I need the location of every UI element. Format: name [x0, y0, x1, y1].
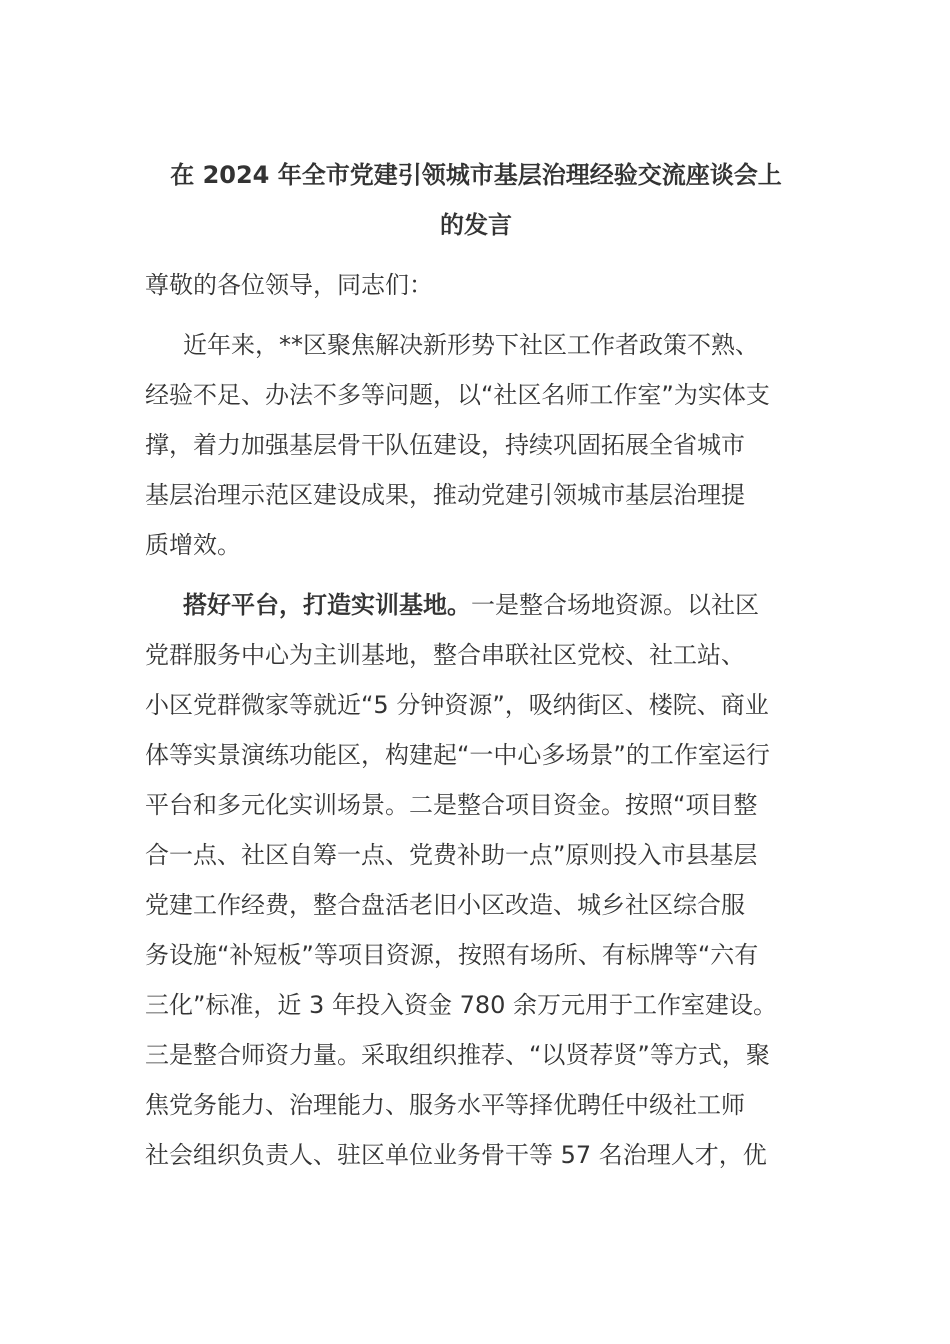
paragraph-line: 务设施“补短板”等项目资源，按照有场所、有标牌等“六有 [145, 941, 759, 969]
paragraph-text: 一是整合场地资源。以社区 [471, 591, 759, 619]
paragraph-line [145, 580, 807, 630]
title-line: 的发言 [440, 211, 512, 239]
paragraph-line: 合一点、社区自筹一点、党费补助一点”原则投入市县基层 [145, 841, 758, 869]
paragraph-line: 经验不足、办法不多等问题，以“社区名师工作室”为实体支 [145, 381, 770, 409]
section-paragraph [145, 580, 807, 1180]
paragraph-line: 小区党群微家等就近“5 分钟资源”，吸纳街区、楼院、商业 [145, 691, 769, 719]
salutation: 尊敬的各位领导，同志们： [145, 271, 433, 299]
paragraph-line: 近年来，**区聚焦解决新形势下社区工作者政策不熟、 [183, 331, 759, 359]
paragraph-line: 平台和多元化实训场景。二是整合项目资金。按照“项目整 [145, 791, 758, 819]
document-title [145, 150, 807, 250]
intro-paragraph [145, 320, 807, 570]
paragraph-line: 焦党务能力、治理能力、服务水平等择优聘任中级社工师 [145, 1091, 745, 1119]
paragraph-line: 党建工作经费，整合盘活老旧小区改造、城乡社区综合服 [145, 891, 745, 919]
paragraph-line: 撑，着力加强基层骨干队伍建设，持续巩固拓展全省城市 [145, 431, 745, 459]
title-line: 在 2024 年全市党建引领城市基层治理经验交流座谈会上 [170, 161, 782, 189]
paragraph-line: 三是整合师资力量。采取组织推荐、“以贤荐贤”等方式，聚 [145, 1041, 770, 1069]
paragraph-line: 基层治理示范区建设成果，推动党建引领城市基层治理提 [145, 481, 745, 509]
paragraph-line: 体等实景演练功能区，构建起“一中心多场景”的工作室运行 [145, 741, 770, 769]
paragraph-line: 质增效。 [145, 531, 241, 559]
paragraph-line: 社会组织负责人、驻区单位业务骨干等 57 名治理人才，优 [145, 1141, 767, 1169]
section-heading: 搭好平台，打造实训基地。 [183, 591, 471, 619]
document-body [145, 150, 807, 1180]
paragraph-line: 党群服务中心为主训基地，整合串联社区党校、社工站、 [145, 641, 745, 669]
paragraph-line: 三化”标准，近 3 年投入资金 780 余万元用于工作室建设。 [145, 991, 778, 1019]
